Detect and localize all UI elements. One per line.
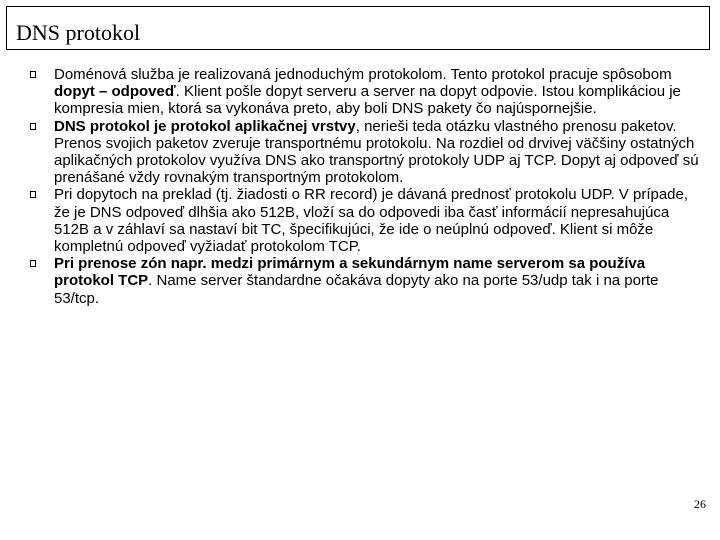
square-bullet-icon [30, 260, 36, 267]
bullet-text: , nerieši teda otázku vlastného prenosu paketov. Prenos svojich paketov zveruje transportnému protokolu. Na rozdiel od drvivej väčšiny ostatných aplikačných protokolov využíva DNS ako transportný protokoly UDP aj TCP. Dopyt aj odpoveď sú prenášané vždy rovnakým transportným protokolom. [54, 117, 699, 187]
bullet-item [30, 66, 700, 118]
square-bullet-icon [30, 71, 36, 78]
slide-title: DNS protokol [16, 20, 141, 45]
square-bullet-icon [30, 123, 36, 130]
bullet-list [30, 66, 700, 307]
page-number: 26 [694, 497, 706, 511]
bullet-text: Pri dopytoch na preklad (tj. žiadosti o RR record) je dávaná prednosť protokolu UDP. V prípade, že je DNS odpoveď dlhšia ako 512B, vloží sa do odpovedi iba časť informácií nepresahujúca 512B a v záhlaví sa nastaví bit TC, špecifikujúci, že ide o neúplnú odpoveď. Klient si môže kompletnú odpoveď vyžiadať protokolom TCP. [54, 186, 689, 256]
bullet-item [30, 118, 700, 187]
slide-title-box [6, 6, 710, 50]
bullet-item [30, 255, 700, 307]
bullet-bold-text: Pri prenose zón napr. medzi primárnym a sekundárnym name serverom sa používa protokol TCP [54, 255, 646, 290]
bullet-text: . Klient pošle dopyt serveru a server na dopyt odpovie. Istou komplikáciou je kompresia mien, ktorá sa vykonáva preto, aby boli DNS pakety čo najúspornejšie. [54, 83, 681, 118]
bullet-item [30, 186, 700, 255]
bullet-bold-text: DNS protokol je protokol aplikačnej vrstvy [54, 117, 356, 135]
square-bullet-icon [30, 191, 36, 198]
bullet-text: Doménová služba je realizovaná jednoduchým protokolom. Tento protokol pracuje spôsobom [54, 66, 672, 83]
bullet-bold-text: dopyt – odpoveď [54, 83, 176, 101]
bullet-text: . Name server štandardne očakáva dopyty ako na porte 53/udp tak i na porte 53/tcp. [54, 272, 659, 307]
